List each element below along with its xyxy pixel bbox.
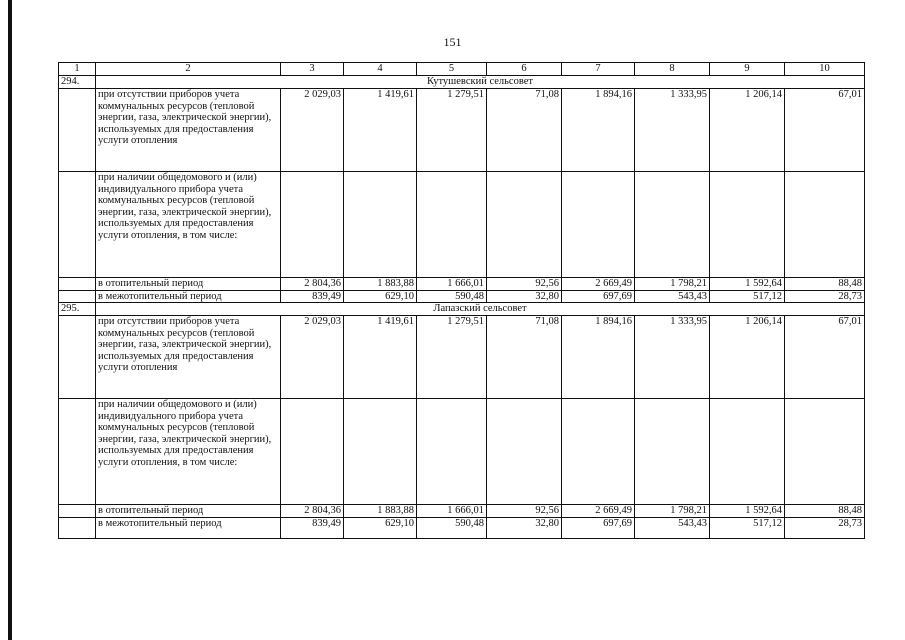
value-cell: 28,73 xyxy=(785,290,865,303)
empty-cell xyxy=(344,172,417,278)
header-cell: 10 xyxy=(785,63,865,76)
value-cell: 92,56 xyxy=(487,278,562,291)
section-title: Лапазский сельсовет xyxy=(96,303,865,316)
value-cell: 88,48 xyxy=(785,505,865,518)
empty-cell xyxy=(281,399,344,505)
header-cell: 4 xyxy=(344,63,417,76)
value-cell: 92,56 xyxy=(487,505,562,518)
value-cell: 1 419,61 xyxy=(344,316,417,399)
empty-cell xyxy=(417,399,487,505)
value-cell: 1 798,21 xyxy=(635,505,710,518)
value-cell: 629,10 xyxy=(344,290,417,303)
empty-cell xyxy=(59,89,96,172)
row-label: в отопительный период xyxy=(96,278,281,291)
page-number: 151 xyxy=(443,35,462,49)
value-cell: 1 894,16 xyxy=(562,89,635,172)
value-cell: 629,10 xyxy=(344,517,417,538)
scan-edge-bar xyxy=(8,0,12,640)
value-cell: 697,69 xyxy=(562,517,635,538)
value-cell: 2 804,36 xyxy=(281,278,344,291)
value-cell: 32,80 xyxy=(487,517,562,538)
header-cell: 5 xyxy=(417,63,487,76)
empty-cell xyxy=(281,172,344,278)
empty-cell xyxy=(59,399,96,505)
row-description: при наличии общедомового и (или) индивидуального прибора учета коммунальных ресурсов (тепловой энергии, газа, электрической энергии), используемых для предоставления услуги отопления, в том числе: xyxy=(96,399,281,505)
value-cell: 1 666,01 xyxy=(417,505,487,518)
value-cell: 67,01 xyxy=(785,89,865,172)
value-cell: 543,43 xyxy=(635,290,710,303)
empty-cell xyxy=(344,399,417,505)
header-cell: 3 xyxy=(281,63,344,76)
table-row xyxy=(59,316,865,399)
empty-cell xyxy=(562,399,635,505)
header-cell: 9 xyxy=(710,63,785,76)
header-cell: 2 xyxy=(96,63,281,76)
header-cell: 7 xyxy=(562,63,635,76)
value-cell: 1 333,95 xyxy=(635,316,710,399)
tariff-table xyxy=(58,62,865,539)
value-cell: 2 029,03 xyxy=(281,316,344,399)
row-description: при наличии общедомового и (или) индивидуального прибора учета коммунальных ресурсов (тепловой энергии, газа, электрической энергии), используемых для предоставления услуги отопления, в том числе: xyxy=(96,172,281,278)
section-title: Кутушевский сельсовет xyxy=(96,76,865,89)
empty-cell xyxy=(59,172,96,278)
value-cell: 1 798,21 xyxy=(635,278,710,291)
empty-cell xyxy=(562,172,635,278)
value-cell: 1 666,01 xyxy=(417,278,487,291)
value-cell: 543,43 xyxy=(635,517,710,538)
table-row xyxy=(59,517,865,538)
value-cell: 1 894,16 xyxy=(562,316,635,399)
value-cell: 839,49 xyxy=(281,517,344,538)
empty-cell xyxy=(635,399,710,505)
value-cell: 839,49 xyxy=(281,290,344,303)
row-label: в межотопительный период xyxy=(96,517,281,538)
value-cell: 88,48 xyxy=(785,278,865,291)
value-cell: 71,08 xyxy=(487,316,562,399)
header-cell: 1 xyxy=(59,63,96,76)
row-label: в межотопительный период xyxy=(96,290,281,303)
empty-cell xyxy=(487,399,562,505)
value-cell: 590,48 xyxy=(417,517,487,538)
empty-cell xyxy=(710,399,785,505)
value-cell: 1 206,14 xyxy=(710,316,785,399)
value-cell: 1 883,88 xyxy=(344,278,417,291)
header-cell: 6 xyxy=(487,63,562,76)
value-cell: 1 883,88 xyxy=(344,505,417,518)
value-cell: 697,69 xyxy=(562,290,635,303)
empty-cell xyxy=(59,505,96,518)
value-cell: 2 669,49 xyxy=(562,505,635,518)
section-number: 294. xyxy=(59,76,96,89)
empty-cell xyxy=(487,172,562,278)
value-cell: 2 804,36 xyxy=(281,505,344,518)
empty-cell xyxy=(59,278,96,291)
value-cell: 1 279,51 xyxy=(417,316,487,399)
value-cell: 590,48 xyxy=(417,290,487,303)
empty-cell xyxy=(710,172,785,278)
section-row xyxy=(59,76,865,89)
empty-cell xyxy=(59,517,96,538)
empty-cell xyxy=(785,172,865,278)
header-row xyxy=(59,63,865,76)
value-cell: 32,80 xyxy=(487,290,562,303)
value-cell: 517,12 xyxy=(710,517,785,538)
header-cell: 8 xyxy=(635,63,710,76)
value-cell: 1 333,95 xyxy=(635,89,710,172)
value-cell: 2 669,49 xyxy=(562,278,635,291)
empty-cell xyxy=(417,172,487,278)
row-label: в отопительный период xyxy=(96,505,281,518)
empty-cell xyxy=(785,399,865,505)
table-row xyxy=(59,505,865,518)
table-row xyxy=(59,89,865,172)
value-cell: 1 592,64 xyxy=(710,505,785,518)
value-cell: 1 592,64 xyxy=(710,278,785,291)
value-cell: 1 206,14 xyxy=(710,89,785,172)
value-cell: 28,73 xyxy=(785,517,865,538)
empty-cell xyxy=(59,290,96,303)
row-description: при отсутствии приборов учета коммунальных ресурсов (тепловой энергии, газа, электрической энергии), используемых для предоставления услуги отопления xyxy=(96,89,281,172)
value-cell: 1 419,61 xyxy=(344,89,417,172)
value-cell: 517,12 xyxy=(710,290,785,303)
table-row xyxy=(59,172,865,278)
section-number: 295. xyxy=(59,303,96,316)
value-cell: 67,01 xyxy=(785,316,865,399)
row-description: при отсутствии приборов учета коммунальных ресурсов (тепловой энергии, газа, электрической энергии), используемых для предоставления услуги отопления xyxy=(96,316,281,399)
table-row xyxy=(59,290,865,303)
value-cell: 1 279,51 xyxy=(417,89,487,172)
empty-cell xyxy=(59,316,96,399)
table-row xyxy=(59,278,865,291)
value-cell: 2 029,03 xyxy=(281,89,344,172)
section-row xyxy=(59,303,865,316)
value-cell: 71,08 xyxy=(487,89,562,172)
table-row xyxy=(59,399,865,505)
empty-cell xyxy=(635,172,710,278)
